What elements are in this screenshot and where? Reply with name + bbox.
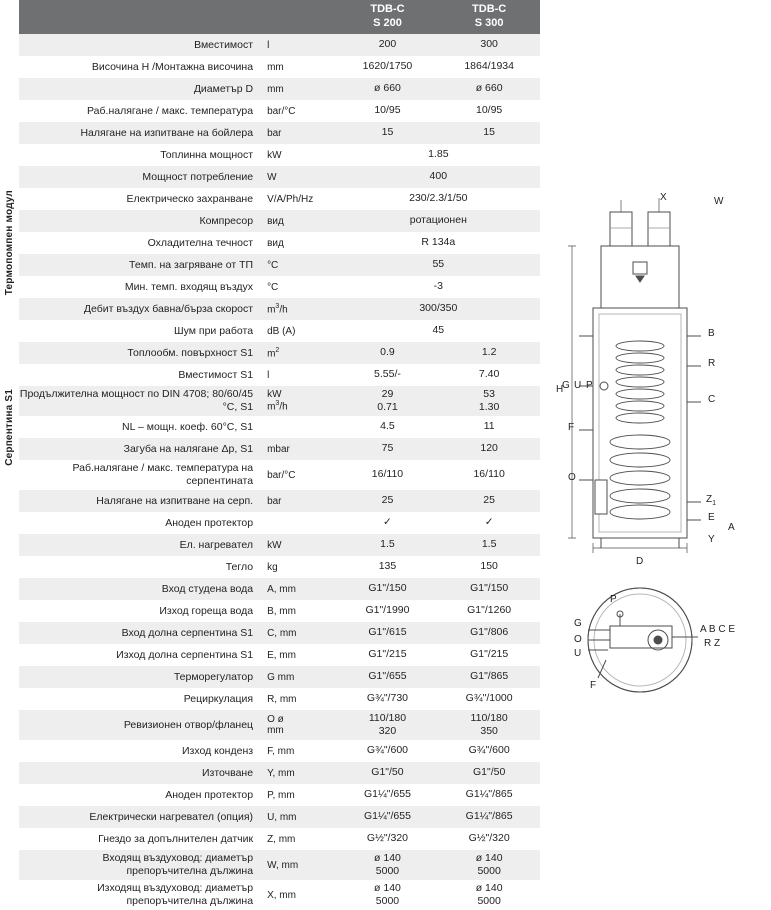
row-value-model-2: 7.40	[438, 364, 540, 386]
row-unit: R, mm	[261, 688, 337, 710]
header-unit-blank	[261, 0, 337, 34]
row-side-spacer	[0, 806, 19, 828]
row-unit: Z, mm	[261, 828, 337, 850]
row-value-model-2: G¾"/1000	[438, 688, 540, 710]
row-side-spacer	[0, 56, 19, 78]
row-side-spacer	[0, 666, 19, 688]
header-side-spacer	[0, 0, 19, 34]
row-value-model-1: 16/110	[337, 460, 439, 490]
row-side-spacer	[0, 622, 19, 644]
row-label: Изход долна серпентина S1	[19, 644, 261, 666]
row-label: Електрически нагревател (опция)	[19, 806, 261, 828]
row-value-model-2: G1"/215	[438, 644, 540, 666]
row-value-model-1: G1"/215	[337, 644, 439, 666]
drawing-label-x: X	[660, 192, 667, 203]
table-row	[0, 364, 540, 386]
row-label: Мощност потребление	[19, 166, 261, 188]
table-row	[0, 710, 540, 740]
row-unit: °C	[261, 254, 337, 276]
row-unit: kW $m^3/h$	[261, 386, 337, 416]
plan-label-f: F	[590, 680, 597, 691]
row-value-model-1: G1"/50	[337, 762, 439, 784]
table-row	[0, 600, 540, 622]
table-row	[0, 416, 540, 438]
row-unit: W	[261, 166, 337, 188]
table-row	[0, 56, 540, 78]
row-value-model-1: 10/95	[337, 100, 439, 122]
row-unit: mbar	[261, 438, 337, 460]
row-unit: mm	[261, 78, 337, 100]
row-side-spacer	[0, 710, 19, 740]
plan-label-o: O	[574, 634, 582, 645]
row-label: Тегло	[19, 556, 261, 578]
header-label-blank	[19, 0, 261, 34]
row-value-model-1: ø 140 5000	[337, 850, 439, 880]
row-unit: °C	[261, 276, 337, 298]
drawing-label-c: C	[708, 394, 716, 405]
row-unit: dB (A)	[261, 320, 337, 342]
row-value-model-1: G¾"/730	[337, 688, 439, 710]
row-value-model-1: 1620/1750	[337, 56, 439, 78]
drawing-label-y: Y	[708, 534, 715, 545]
row-value-span: 230/2.3/1/50	[337, 188, 540, 210]
row-label: Аноден протектор	[19, 784, 261, 806]
row-value-model-2: ✓	[438, 512, 540, 534]
row-label: NL – мощн. коеф. 60°C, S1	[19, 416, 261, 438]
row-label: Диаметър D	[19, 78, 261, 100]
table-row	[0, 460, 540, 490]
row-unit: P, mm	[261, 784, 337, 806]
table-row	[0, 34, 540, 56]
row-label: Изход гореща вода	[19, 600, 261, 622]
table-row	[0, 320, 540, 342]
row-value-model-2: G1"/865	[438, 666, 540, 688]
row-value-model-2: 10/95	[438, 100, 540, 122]
row-unit: Y, mm	[261, 762, 337, 784]
table-row	[0, 534, 540, 556]
plan-label-g: G	[574, 618, 582, 629]
table-row	[0, 342, 540, 364]
row-value-span: 45	[337, 320, 540, 342]
table-row	[0, 828, 540, 850]
row-unit: G mm	[261, 666, 337, 688]
row-value-model-1: G1"/655	[337, 666, 439, 688]
header-model-2	[438, 0, 540, 34]
section-label-text: Серпентина S1	[4, 388, 16, 466]
row-unit: mm	[261, 56, 337, 78]
row-value-model-2: G¾"/600	[438, 740, 540, 762]
row-value-model-2: G1"/806	[438, 622, 540, 644]
table-row	[0, 298, 540, 320]
table-row	[0, 880, 540, 910]
row-label: Ел. нагревател	[19, 534, 261, 556]
row-value-model-1: 110/180 320	[337, 710, 439, 740]
row-value-model-2: G1¼"/865	[438, 806, 540, 828]
row-value-model-2: G1¼"/865	[438, 784, 540, 806]
drawing-label-e: E	[708, 512, 715, 523]
row-value-span: ротационен	[337, 210, 540, 232]
row-value-model-1: ø 660	[337, 78, 439, 100]
row-side-spacer	[0, 534, 19, 556]
row-label: Охладителна течност	[19, 232, 261, 254]
header-model-1-line2: S 200	[373, 17, 402, 29]
row-side-spacer	[0, 688, 19, 710]
table-row	[0, 578, 540, 600]
row-value-model-1: G½"/320	[337, 828, 439, 850]
row-unit: вид	[261, 232, 337, 254]
drawing-label-w: W	[714, 196, 724, 207]
row-unit: U, mm	[261, 806, 337, 828]
row-value-model-1: ø 140 5000	[337, 880, 439, 910]
section-label-text: Термопомпен модул	[4, 190, 16, 296]
row-value-model-2: ø 660	[438, 78, 540, 100]
table-row	[0, 512, 540, 534]
row-side-spacer	[0, 78, 19, 100]
row-label: Аноден протектор	[19, 512, 261, 534]
row-side-spacer	[0, 740, 19, 762]
row-value-model-1: 29 0.71	[337, 386, 439, 416]
row-value-model-1: 25	[337, 490, 439, 512]
row-unit: X, mm	[261, 880, 337, 910]
table-row	[0, 850, 540, 880]
row-value-model-2: 150	[438, 556, 540, 578]
table-row	[0, 276, 540, 298]
table-header-row	[0, 0, 540, 34]
row-value-model-1: 200	[337, 34, 439, 56]
row-label: Мин. темп. входящ въздух	[19, 276, 261, 298]
row-label: Височина H /Монтажна височина	[19, 56, 261, 78]
row-value-span: 300/350	[337, 298, 540, 320]
drawing-label-r: R	[708, 358, 716, 369]
row-label: Гнездо за допълнителен датчик	[19, 828, 261, 850]
table-row	[0, 232, 540, 254]
row-unit: B, mm	[261, 600, 337, 622]
drawing-label-f: F	[568, 422, 575, 433]
drawing-label-z1: $Z_1$	[706, 494, 717, 507]
table-row	[0, 622, 540, 644]
row-unit: E, mm	[261, 644, 337, 666]
row-value-model-2: 120	[438, 438, 540, 460]
row-label: Налягане на изпитване на серп.	[19, 490, 261, 512]
plan-label-u: U	[574, 648, 582, 659]
drawing-label-g: G	[562, 380, 570, 391]
section-label-serp	[0, 342, 19, 512]
row-value-model-2: ø 140 5000	[438, 880, 540, 910]
row-value-model-1: G¾"/600	[337, 740, 439, 762]
row-unit: $m^3/h$	[261, 298, 337, 320]
table-row	[0, 100, 540, 122]
row-label: Компресор	[19, 210, 261, 232]
row-value-span: R 134a	[337, 232, 540, 254]
row-label: Вход студена вода	[19, 578, 261, 600]
row-value-model-2: 11	[438, 416, 540, 438]
row-unit: l	[261, 34, 337, 56]
table-row	[0, 166, 540, 188]
row-value-model-1: G1"/150	[337, 578, 439, 600]
row-side-spacer	[0, 762, 19, 784]
table-row	[0, 490, 540, 512]
row-label: Продължителна мощност по DIN 4708; 80/60/45 °C, S1	[19, 386, 261, 416]
row-label: Изход конденз	[19, 740, 261, 762]
section-label-thermo	[0, 144, 19, 342]
row-side-spacer	[0, 644, 19, 666]
table-row	[0, 740, 540, 762]
row-value-model-1: 5.55/-	[337, 364, 439, 386]
row-label: Рециркулация	[19, 688, 261, 710]
row-value-model-1: 75	[337, 438, 439, 460]
row-side-spacer	[0, 600, 19, 622]
row-unit: bar/°C	[261, 100, 337, 122]
row-unit: A, mm	[261, 578, 337, 600]
row-unit: kg	[261, 556, 337, 578]
row-value-model-1: G1¼"/655	[337, 806, 439, 828]
row-label: Източване	[19, 762, 261, 784]
row-unit: O ø mm	[261, 710, 337, 740]
drawing-label-h: H	[556, 384, 564, 395]
row-label: Електрическо захранване	[19, 188, 261, 210]
row-label: Дебит въздух бавна/бърза скорост	[19, 298, 261, 320]
row-unit: kW	[261, 534, 337, 556]
drawing-label-o: O	[568, 472, 576, 483]
row-value-model-2: 53 1.30	[438, 386, 540, 416]
row-value-model-1: G1"/615	[337, 622, 439, 644]
row-side-spacer	[0, 34, 19, 56]
table-row	[0, 386, 540, 416]
row-label: Вместимост S1	[19, 364, 261, 386]
row-value-model-1: 4.5	[337, 416, 439, 438]
row-unit: bar	[261, 490, 337, 512]
table-row	[0, 438, 540, 460]
header-model-1	[337, 0, 439, 34]
row-unit: l	[261, 364, 337, 386]
row-value-model-1: 0.9	[337, 342, 439, 364]
table-row	[0, 78, 540, 100]
row-value-model-1: 135	[337, 556, 439, 578]
row-value-model-2: 16/110	[438, 460, 540, 490]
row-label: Загуба на налягане Δр, S1	[19, 438, 261, 460]
row-label: Налягане на изпитване на бойлера	[19, 122, 261, 144]
row-side-spacer	[0, 100, 19, 122]
table-row	[0, 556, 540, 578]
row-value-model-2: 1.5	[438, 534, 540, 556]
row-unit: $m^2$	[261, 342, 337, 364]
row-value-model-2: 110/180 350	[438, 710, 540, 740]
row-label: Вместимост	[19, 34, 261, 56]
row-value-model-2: ø 140 5000	[438, 850, 540, 880]
row-label: Раб.налягане / макс. температура на серпентината	[19, 460, 261, 490]
row-value-span: 400	[337, 166, 540, 188]
row-side-spacer	[0, 850, 19, 880]
row-value-model-2: G½"/320	[438, 828, 540, 850]
drawing-label-u: U	[574, 380, 582, 391]
plan-label-p: P	[610, 594, 617, 605]
row-value-model-1: 15	[337, 122, 439, 144]
row-value-model-2: 25	[438, 490, 540, 512]
table-body	[0, 34, 540, 910]
row-value-model-2: 15	[438, 122, 540, 144]
row-side-spacer	[0, 122, 19, 144]
row-side-spacer	[0, 512, 19, 534]
technical-drawing	[548, 190, 771, 907]
row-value-model-2: G1"/150	[438, 578, 540, 600]
drawing-label-d: D	[636, 556, 644, 567]
table-row	[0, 666, 540, 688]
row-side-spacer	[0, 784, 19, 806]
table-row	[0, 122, 540, 144]
row-label: Шум при работа	[19, 320, 261, 342]
row-unit	[261, 416, 337, 438]
row-unit: C, mm	[261, 622, 337, 644]
row-value-model-2: 300	[438, 34, 540, 56]
drawing-svg	[548, 190, 771, 907]
table-row	[0, 254, 540, 276]
row-label: Топлообм. повърхност S1	[19, 342, 261, 364]
row-unit: F, mm	[261, 740, 337, 762]
row-value-span: 55	[337, 254, 540, 276]
row-unit: bar/°C	[261, 460, 337, 490]
row-label: Входящ въздуховод: диаметър препоръчителна дължина	[19, 850, 261, 880]
row-value-model-1: G1¼"/655	[337, 784, 439, 806]
row-value-span: 1.85	[337, 144, 540, 166]
row-label: Вход долна серпентина S1	[19, 622, 261, 644]
row-unit	[261, 512, 337, 534]
row-label: Темп. на загряване от ТП	[19, 254, 261, 276]
row-side-spacer	[0, 880, 19, 910]
row-label: Раб.налягане / макс. температура	[19, 100, 261, 122]
table-row	[0, 762, 540, 784]
row-value-span: -3	[337, 276, 540, 298]
row-value-model-2: 1864/1934	[438, 56, 540, 78]
drawing-label-p: P	[586, 380, 593, 391]
table-row	[0, 644, 540, 666]
row-unit: W, mm	[261, 850, 337, 880]
drawing-label-b: B	[708, 328, 715, 339]
plan-label-abce: A B C E	[700, 624, 736, 635]
row-label: Топлинна мощност	[19, 144, 261, 166]
row-value-model-2: G1"/1260	[438, 600, 540, 622]
row-side-spacer	[0, 578, 19, 600]
header-model-2-line1: TDB-C	[472, 3, 507, 16]
header-model-1-line1: TDB-C	[370, 3, 405, 16]
row-label: Изходящ въздуховод: диаметър препоръчителна дължина	[19, 880, 261, 910]
table-row	[0, 784, 540, 806]
row-value-model-1: 1.5	[337, 534, 439, 556]
row-unit: kW	[261, 144, 337, 166]
row-side-spacer	[0, 556, 19, 578]
row-value-model-2: G1"/50	[438, 762, 540, 784]
table-row	[0, 188, 540, 210]
row-value-model-2: 1.2	[438, 342, 540, 364]
row-label: Ревизионен отвор/фланец	[19, 710, 261, 740]
row-side-spacer	[0, 828, 19, 850]
table-row	[0, 688, 540, 710]
drawing-label-a: A	[728, 522, 735, 533]
table-row	[0, 144, 540, 166]
table-row	[0, 806, 540, 828]
row-unit: V/A/Ph/Hz	[261, 188, 337, 210]
row-value-model-1: ✓	[337, 512, 439, 534]
row-unit: bar	[261, 122, 337, 144]
row-label: Терморегулатор	[19, 666, 261, 688]
header-model-2-line2: S 300	[474, 17, 504, 29]
row-unit: вид	[261, 210, 337, 232]
plan-label-rz: R Z	[704, 638, 721, 649]
table-row	[0, 210, 540, 232]
row-value-model-1: G1"/1990	[337, 600, 439, 622]
